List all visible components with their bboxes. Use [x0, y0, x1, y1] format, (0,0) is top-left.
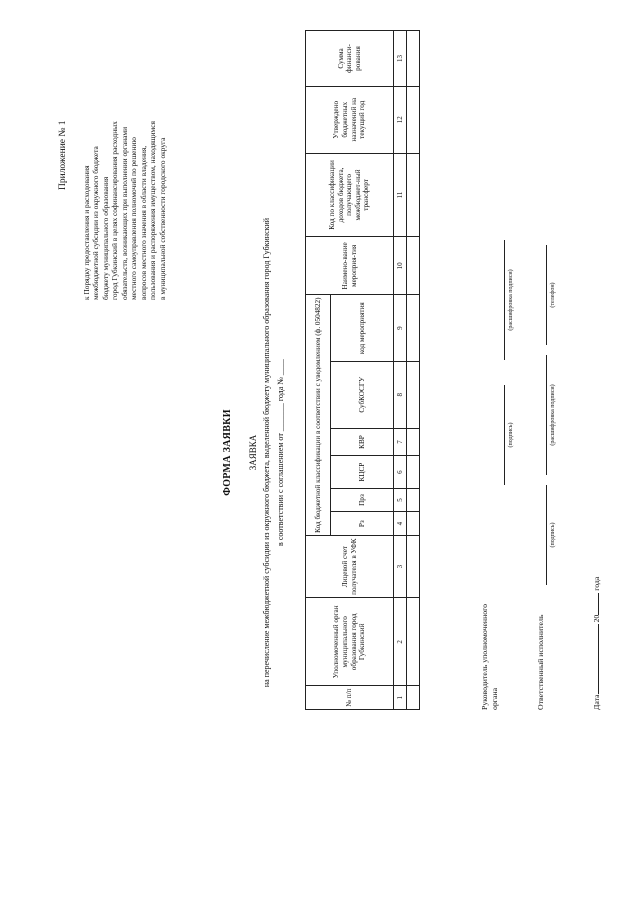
header-income-code: Код по классификации доходов бюджета, получающего межбюджет-ный трансферт [306, 153, 394, 237]
table-cell [407, 598, 420, 686]
table-cell [407, 31, 420, 87]
head-decoding-line[interactable] [504, 240, 505, 360]
head-signature-line[interactable] [504, 385, 505, 485]
request-table [305, 30, 420, 710]
table-cell [407, 237, 420, 295]
header-prz: Прз [331, 488, 394, 512]
column-number: 3 [394, 535, 407, 597]
table-cell [407, 488, 420, 512]
date-label: Дата [592, 694, 601, 710]
request-title: ЗАЯВКА [248, 434, 258, 471]
column-number: 6 [394, 456, 407, 488]
executor-signature-line[interactable] [546, 485, 547, 585]
order-line: вопросов местного значения в области владения, [138, 145, 148, 300]
column-number-row [394, 31, 407, 710]
order-line: бюджету муниципального образования [100, 176, 110, 300]
executor-phone-caption: (телефон) [550, 282, 556, 308]
column-number: 9 [394, 295, 407, 362]
executor-phone-line[interactable] [546, 245, 547, 345]
column-number: 7 [394, 428, 407, 456]
order-line: пользования и распоряжения имуществом, находящимся [148, 121, 158, 300]
table-cell [407, 535, 420, 597]
table-cell [407, 512, 420, 536]
request-subtitle: на перечисление межбюджетной субсидии из окружного бюджета, выделенной бюджету муниципального образования город Губкинский [262, 217, 271, 688]
date-day-line[interactable] [598, 624, 599, 694]
header-approved: Утверждено бюджетных назначений на текущий год [306, 86, 394, 153]
head-label [480, 604, 499, 710]
header-subkosgu: СубКОСГУ [331, 361, 394, 428]
date-century: 20 [592, 614, 601, 623]
column-number: 8 [394, 361, 407, 428]
table-cell [407, 428, 420, 456]
column-number: 11 [394, 153, 407, 237]
date-row [592, 577, 602, 710]
executor-decoding-caption: (расшифровка подписи) [550, 384, 556, 446]
column-number: 5 [394, 488, 407, 512]
header-event-name: Наимено-вание мероприя-тия [306, 237, 394, 295]
table-cell [407, 295, 420, 362]
header-kcsr: КЦСР [331, 456, 394, 488]
table-cell [407, 361, 420, 428]
head-label-line2: органа [489, 687, 499, 710]
order-line: в муниципальной собственности городского округа [157, 137, 167, 300]
executor-decoding-line[interactable] [546, 355, 547, 475]
table-cell [407, 686, 420, 710]
table-cell [407, 153, 420, 237]
header-rz: Рз [331, 512, 394, 536]
form-title: ФОРМА ЗАЯВКИ [222, 409, 233, 496]
order-line: обязательств, возникающих при выполнении органами [119, 126, 129, 300]
date-year-word: года [592, 576, 601, 591]
order-line: город Губкинский в целях софинансирования расходных [110, 121, 120, 300]
column-number: 12 [394, 86, 407, 153]
order-line: межбюджетной субсидии из окружного бюджета [91, 146, 101, 300]
header-event-code: код мероприятия [331, 295, 394, 362]
column-number: 1 [394, 686, 407, 710]
column-number: 2 [394, 598, 407, 686]
date-year-line[interactable] [598, 593, 599, 615]
header-financing: Сумма финанси-рования [306, 31, 394, 87]
header-num: № п/п [306, 686, 394, 710]
head-signature-caption: (подпись) [508, 422, 514, 448]
executor-signature-caption: (подпись) [550, 522, 556, 548]
order-line: местного самоуправления полномочий по решению [129, 137, 139, 300]
header-budget-code-group: Код бюджетной классификации в соответствии с уведомлением (ф. 0504822) [306, 295, 331, 536]
column-number: 4 [394, 512, 407, 536]
executor-label: Ответственный исполнитель [536, 614, 545, 710]
table-cell [407, 86, 420, 153]
order-reference [82, 10, 167, 300]
order-line: к Порядку предоставления и расходования [82, 165, 91, 300]
header-kvr: КВР [331, 428, 394, 456]
head-decoding-caption: (расшифровка подписи) [508, 269, 514, 331]
table-cell [407, 456, 420, 488]
column-number: 13 [394, 31, 407, 87]
head-label-line1: Руководитель уполномоченного [480, 603, 489, 710]
header-authority: Уполномоченный орган муниципального образования город Губкинский [306, 598, 394, 686]
table-row [407, 31, 420, 710]
request-agreement-line: в соответствии с соглашением от _______ года № ____ [276, 359, 285, 546]
header-account: Лицевой счет получателя в УФК [306, 535, 394, 597]
appendix-title: Приложение № 1 [58, 120, 68, 190]
column-number: 10 [394, 237, 407, 295]
